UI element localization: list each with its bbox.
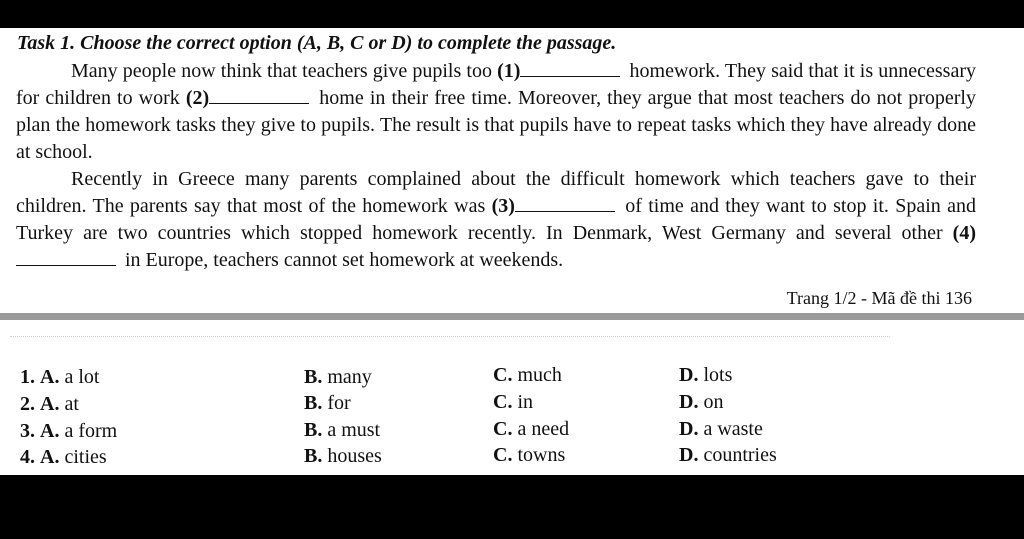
passage-text: Recently in Greece many parents complained about the difficult homework which teachers gave to their children. The parents say that most of the homework was [16, 168, 976, 217]
question-number: 1. [20, 366, 35, 388]
option-text: in [517, 391, 534, 413]
option-letter: A. [40, 366, 60, 388]
option-text: towns [517, 444, 566, 466]
passage-text: Many people now think that teachers give pupils too [71, 60, 498, 82]
option-text: a lot [64, 366, 100, 388]
blank-line-4 [16, 250, 116, 266]
option-text: houses [327, 445, 382, 467]
black-border-bottom [0, 475, 1024, 539]
passage-text: homework. They said that it is unnecessary for children to work [16, 60, 976, 109]
option-letter: B. [304, 392, 323, 414]
task-title: Task 1. Choose the correct option (A, B, C or D) to complete the passage. [17, 32, 617, 54]
question-4-option-d [679, 444, 777, 467]
option-letter: B. [304, 366, 323, 388]
option-letter: C. [493, 391, 513, 413]
question-2-option-a [20, 393, 79, 416]
worksheet-page-bottom [0, 320, 1024, 475]
blank-line-2 [209, 88, 309, 104]
page-divider [0, 313, 1024, 320]
blank-line-3 [515, 196, 615, 212]
option-letter: D. [679, 418, 699, 440]
blank-number-4: (4) [952, 222, 976, 244]
option-letter: C. [493, 364, 513, 386]
option-letter: D. [679, 391, 699, 413]
option-letter: C. [493, 418, 513, 440]
option-letter: D. [679, 364, 699, 386]
worksheet-page-top [0, 28, 1024, 313]
option-text: a must [327, 419, 381, 441]
blank-number-2: (2) [185, 87, 210, 109]
option-letter: C. [493, 444, 513, 466]
option-letter: D. [679, 444, 699, 466]
page-footer: Trang 1/2 - Mã đề thi 136 [786, 288, 972, 308]
question-4-option-a [20, 446, 107, 469]
option-text: on [703, 391, 724, 413]
question-2-option-d [679, 391, 723, 414]
passage-text: of time and they want to stop it. Spain and Turkey are two countries which stopped homework recently. In Denmark, West Germany and several other [16, 195, 976, 244]
option-text: a waste [703, 418, 763, 440]
option-text: much [517, 364, 562, 386]
question-3-option-b [304, 419, 380, 442]
question-1-option-d [679, 364, 732, 387]
passage-text: in Europe, teachers cannot set homework at weekends. [120, 249, 564, 271]
option-letter: B. [304, 445, 323, 467]
passage [16, 58, 976, 274]
option-letter: A. [40, 446, 60, 468]
blank-line-1 [520, 61, 620, 77]
question-2-option-b [304, 392, 351, 415]
question-3-option-d [679, 418, 763, 441]
question-1-option-a [20, 366, 99, 389]
option-letter: A. [40, 393, 60, 415]
passage-text: home in their free time. Moreover, they argue that most teachers do not properly plan the homework tasks they give to pupils. The result is that pupils have to repeat tasks which they have already done at school. [16, 87, 976, 163]
question-4-option-c [493, 444, 565, 467]
option-text: a form [64, 420, 118, 442]
option-text: many [327, 366, 372, 388]
question-number: 4. [20, 446, 35, 468]
question-1-option-c [493, 364, 562, 387]
blank-number-1: (1) [497, 60, 521, 82]
option-letter: A. [40, 420, 60, 442]
answer-options [0, 320, 1024, 475]
question-2-option-c [493, 391, 533, 414]
passage-paragraph-2 [16, 166, 976, 274]
option-letter: B. [304, 419, 323, 441]
passage-paragraph-1 [16, 58, 976, 166]
option-text: for [327, 392, 351, 414]
question-number: 2. [20, 393, 35, 415]
blank-number-3: (3) [491, 195, 515, 217]
option-text: at [64, 393, 79, 415]
question-3-option-a [20, 420, 117, 443]
question-4-option-b [304, 445, 382, 468]
option-text: a need [517, 418, 570, 440]
option-text: countries [703, 444, 777, 466]
question-1-option-b [304, 366, 372, 389]
question-3-option-c [493, 418, 569, 441]
question-number: 3. [20, 420, 35, 442]
option-text: cities [64, 446, 107, 468]
option-text: lots [703, 364, 733, 386]
